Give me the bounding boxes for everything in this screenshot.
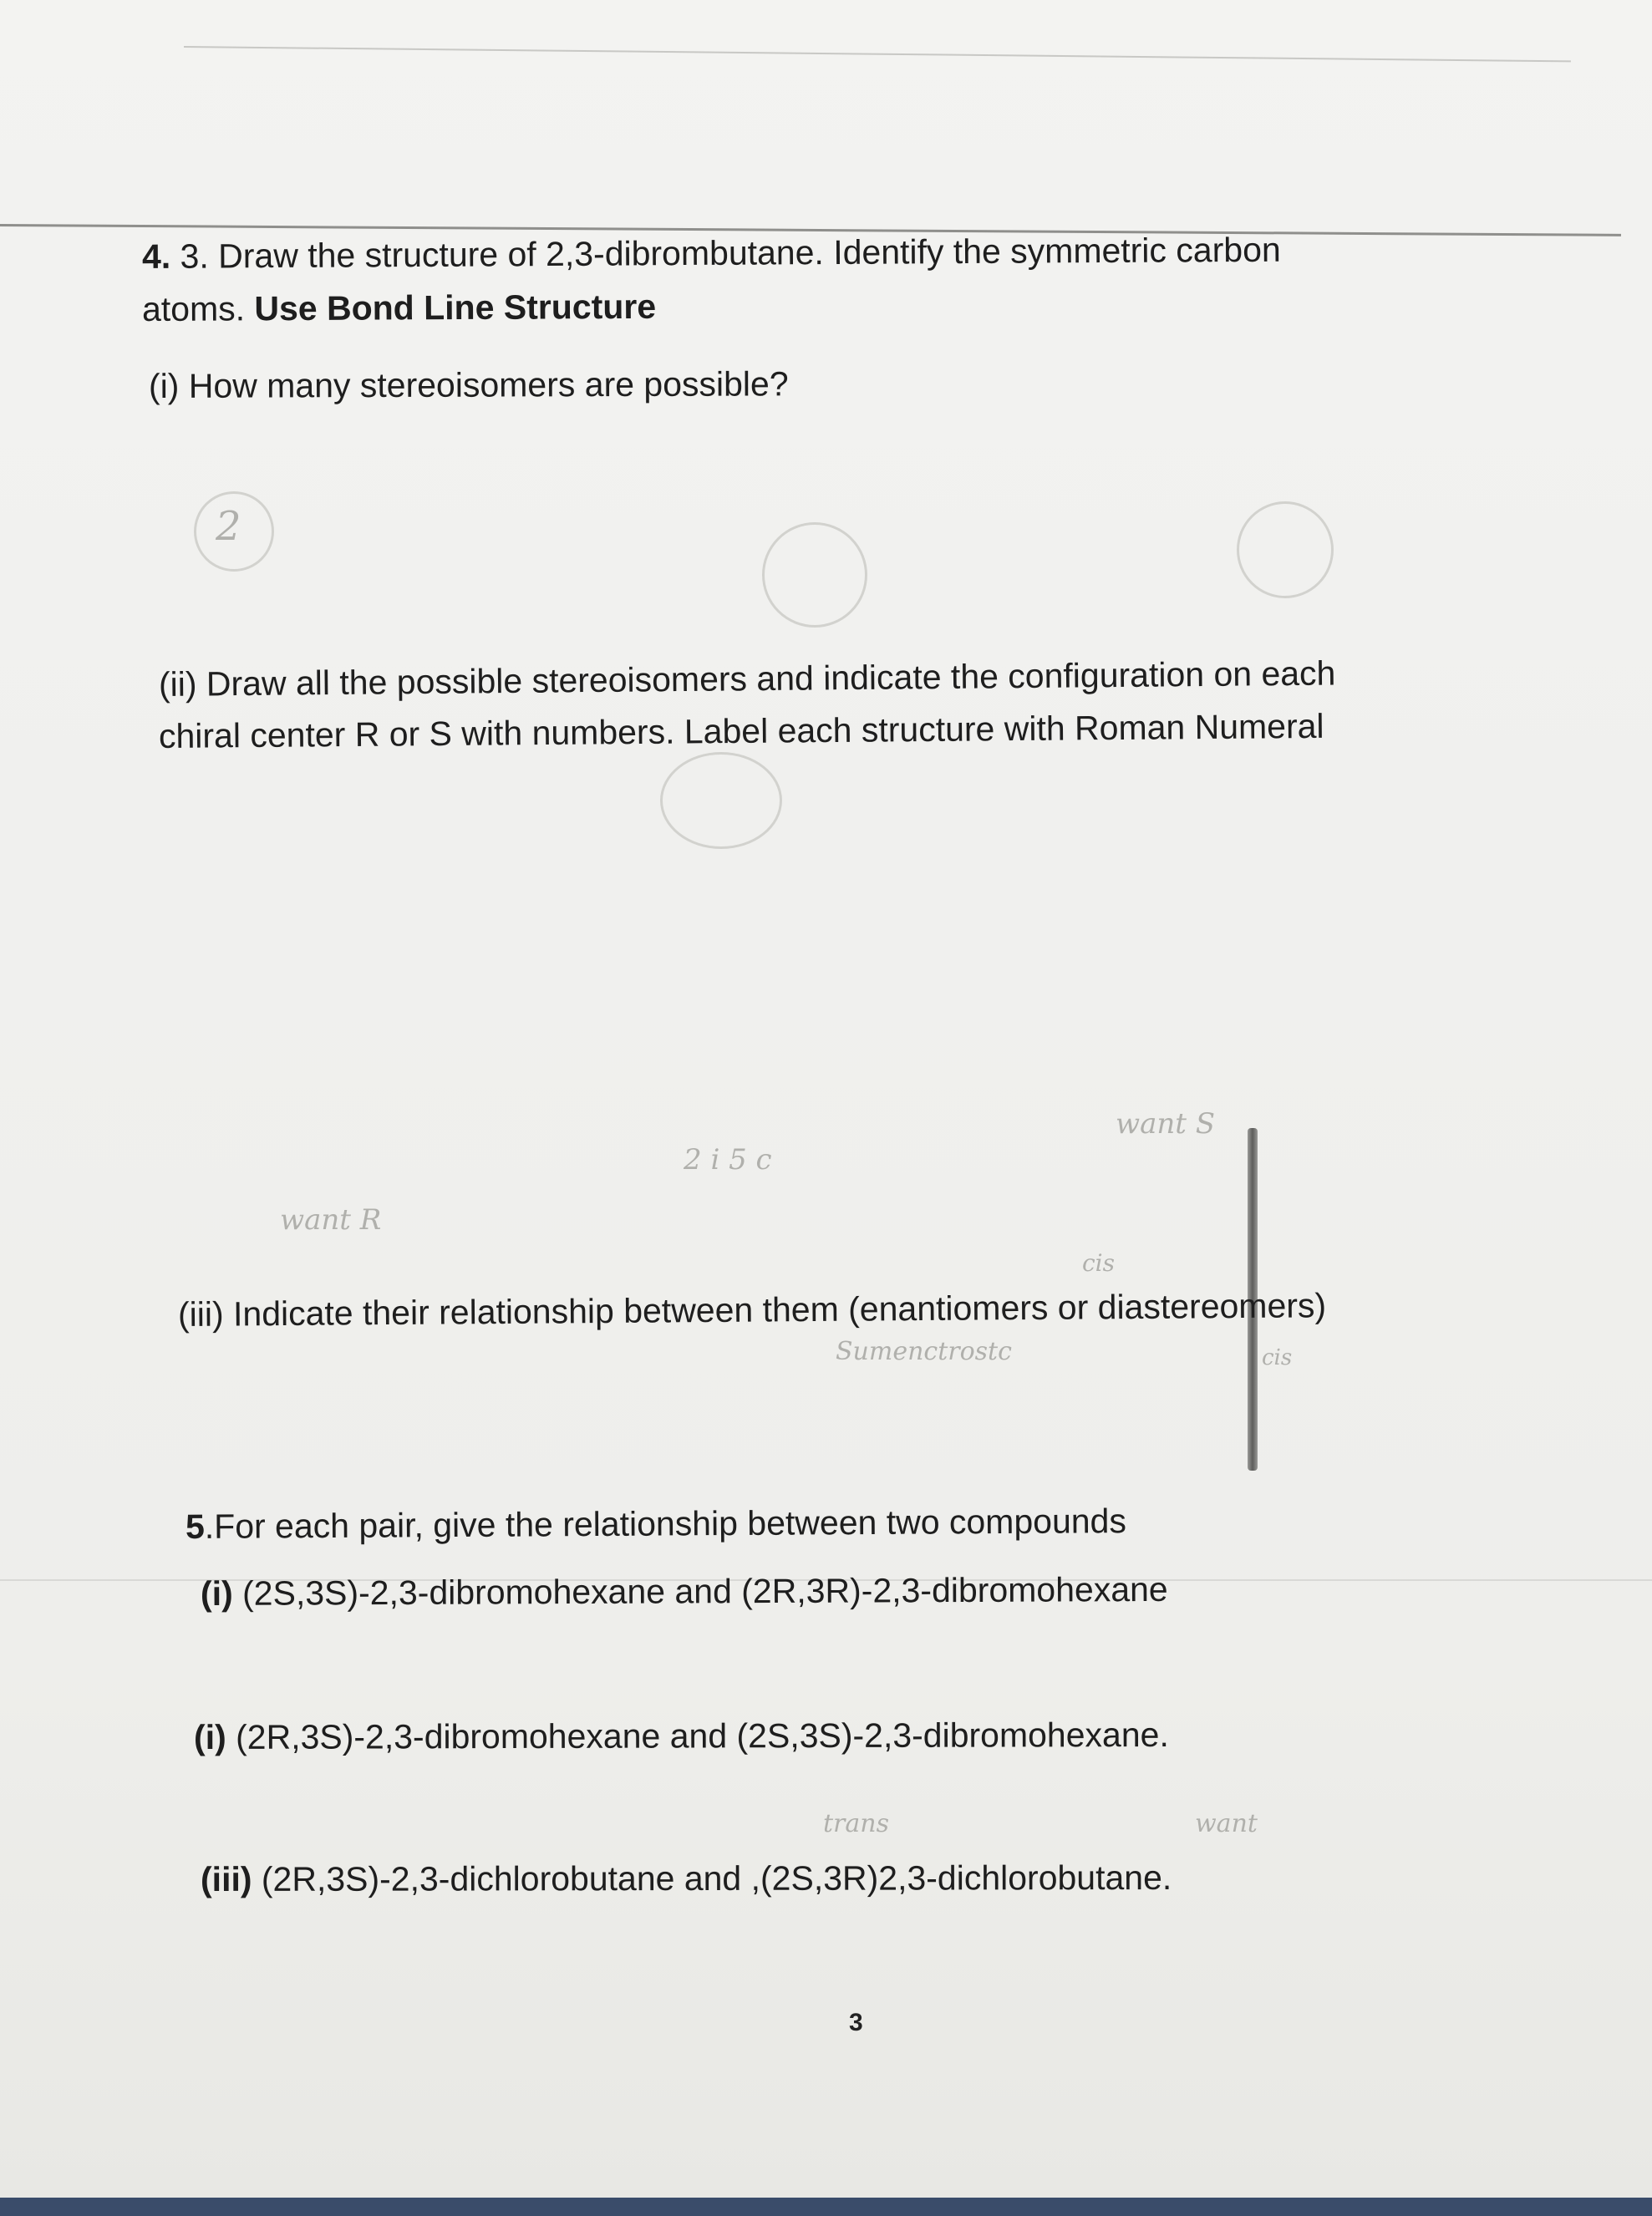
question-4-part-ii-line1: (ii) Draw all the possible stereoisomers and indicate the configuration on each <box>158 653 1336 704</box>
question-4-instruction-bold: Use Bond Line Structure <box>254 287 657 328</box>
handwritten-note: cis <box>1082 1249 1116 1277</box>
question-4-header-text: 3. Draw the structure of 2,3-dibrombutane. Identify the symmetric carbon <box>180 230 1281 276</box>
question-5-pair-i <box>201 1569 1168 1614</box>
page-number: 3 <box>849 2009 863 2036</box>
handwritten-answer: 2 <box>216 503 241 550</box>
pair-iii-text: (2R,3S)-2,3-dichlorobutane and ,(2S,3R)2,3-dichlorobutane. <box>252 1858 1172 1898</box>
handwritten-note: want <box>1195 1809 1258 1838</box>
question-4-number: 4. <box>141 236 180 276</box>
question-4-part-iii: (iii) Indicate their relationship between them (enantiomers or diastereomers) <box>177 1286 1327 1334</box>
handwritten-note: trans <box>823 1809 889 1838</box>
handwritten-note: want S <box>1116 1107 1216 1141</box>
handwritten-note: want R <box>280 1203 382 1237</box>
question-5-header <box>186 1501 1126 1548</box>
pair-i-text: (2S,3S)-2,3-dibromohexane and (2R,3R)-2,3-dibromohexane <box>232 1569 1168 1613</box>
top-rule-line <box>184 46 1571 62</box>
erased-circle-mark <box>660 752 782 849</box>
handwritten-note: 2 i 5 c <box>684 1143 772 1177</box>
question-4-part-i: (i) How many stereoisomers are possible? <box>148 364 789 405</box>
question-5-header-text: .For each pair, give the relationship between two compounds <box>204 1502 1127 1546</box>
question-5-number: 5 <box>185 1507 205 1546</box>
erased-circle-mark <box>762 522 867 628</box>
question-4-header-line2 <box>142 287 656 330</box>
question-4-header-line2-text: atoms. <box>141 289 255 328</box>
handwritten-note: Sumenctrostc <box>836 1337 1012 1366</box>
pair-ii-label: (i) <box>193 1717 226 1756</box>
question-5-pair-iii <box>201 1858 1172 1900</box>
question-4-part-ii-line2: chiral center R or S with numbers. Label each structure with Roman Numeral <box>158 706 1324 755</box>
desk-surface-edge <box>0 2198 1652 2216</box>
pair-i-label: (i) <box>200 1573 233 1613</box>
question-5-pair-ii <box>194 1715 1169 1758</box>
erased-circle-mark <box>1237 501 1334 598</box>
handwritten-note: cis <box>1262 1345 1293 1370</box>
pair-iii-label: (iii) <box>200 1859 252 1898</box>
question-4-header <box>142 230 1281 278</box>
pair-ii-text: (2R,3S)-2,3-dibromohexane and (2S,3S)-2,3-dibromohexane. <box>226 1715 1169 1756</box>
